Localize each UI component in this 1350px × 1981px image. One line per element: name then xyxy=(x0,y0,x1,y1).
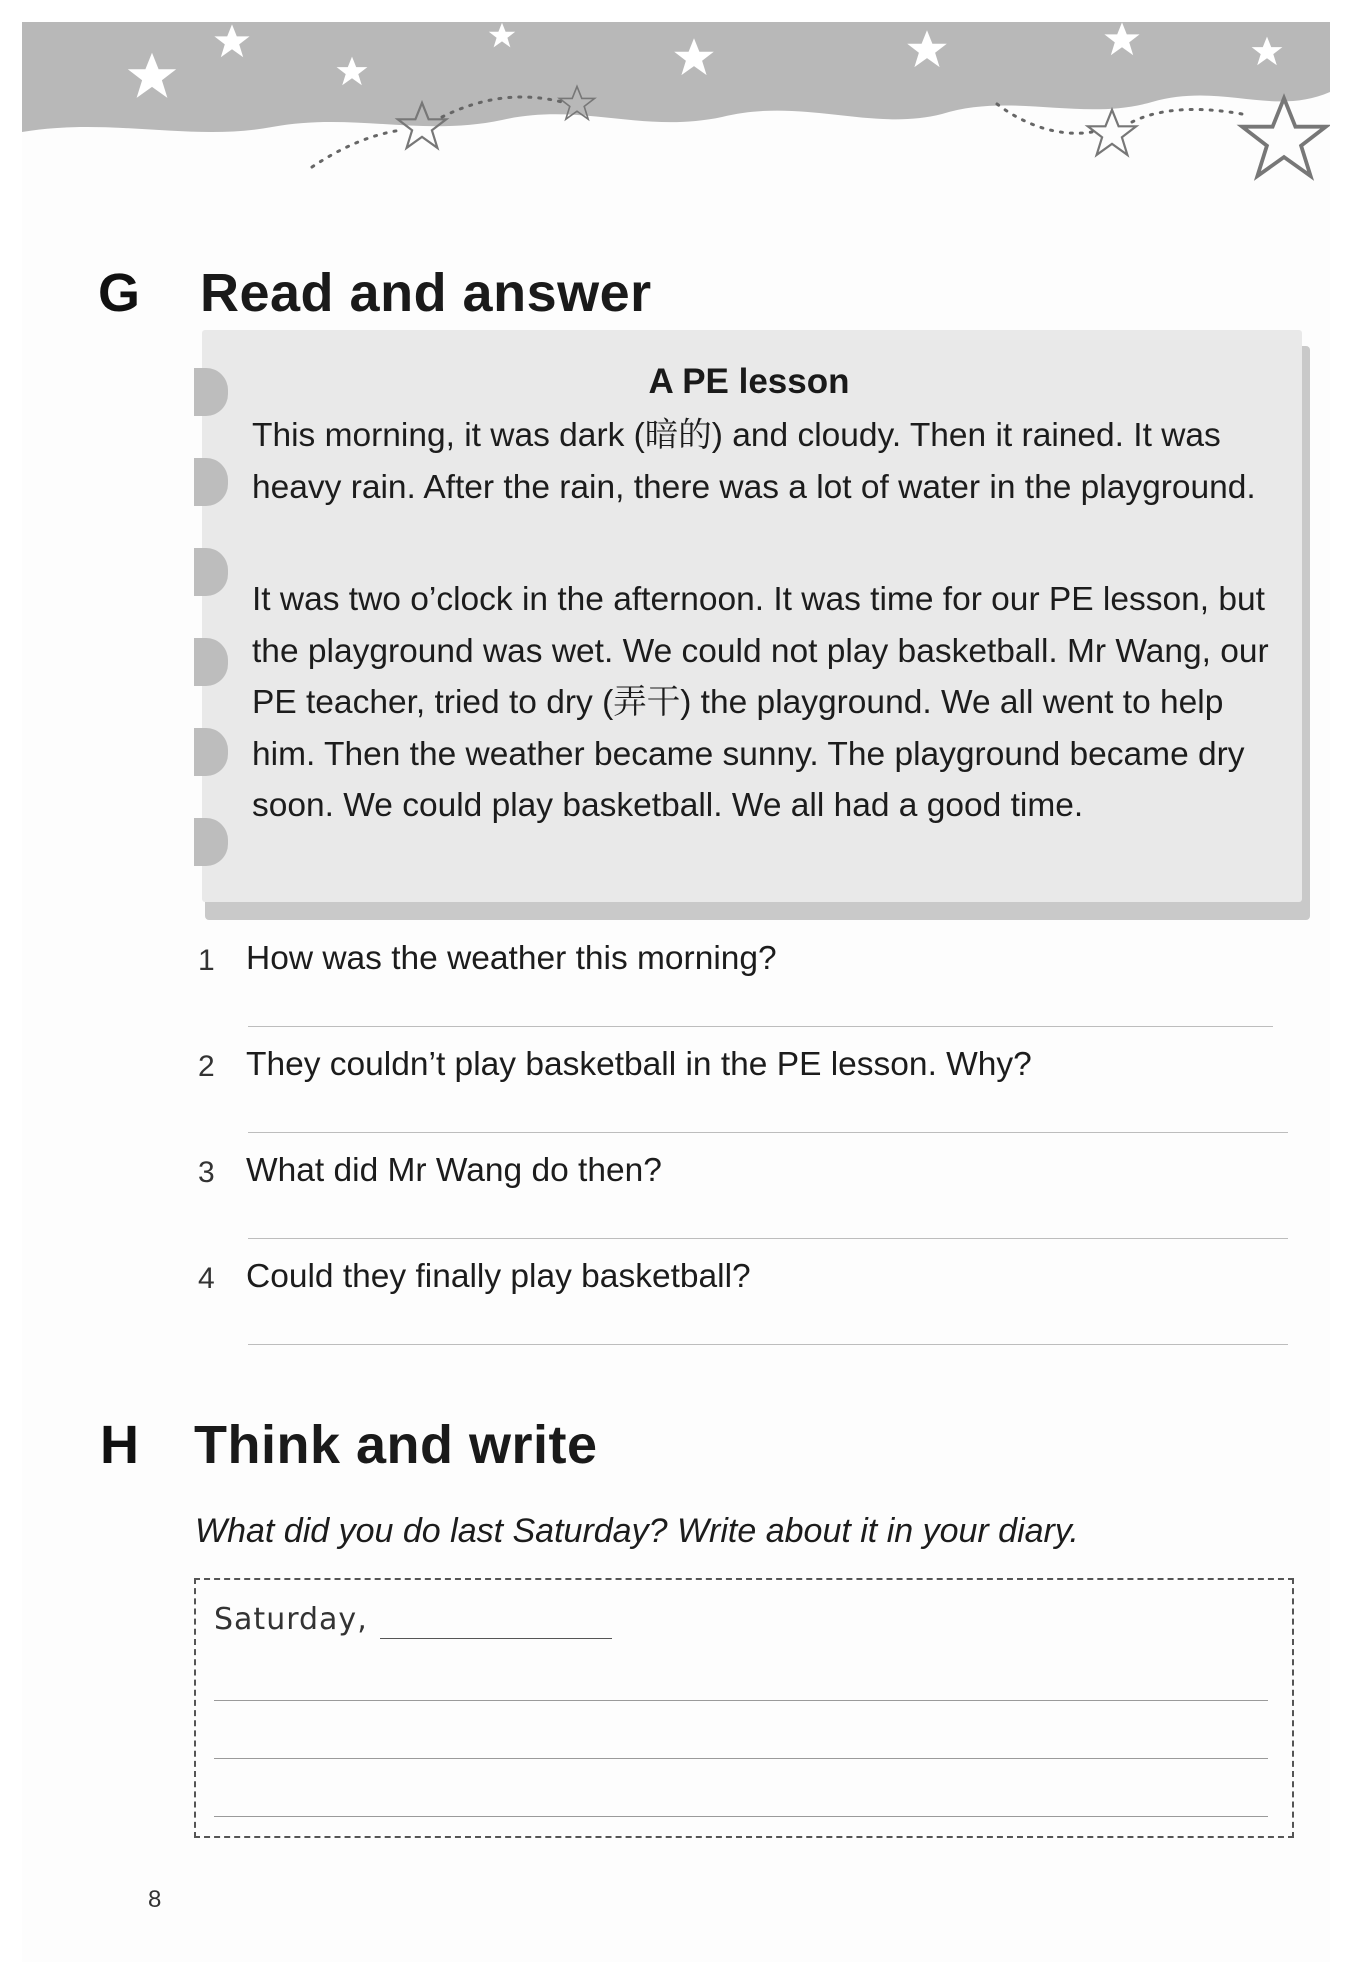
diary-date-label: Saturday, xyxy=(214,1602,368,1637)
answer-line[interactable] xyxy=(248,1132,1288,1133)
card-tab xyxy=(194,728,228,776)
diary-line[interactable] xyxy=(214,1758,1268,1759)
page-number: 8 xyxy=(148,1886,162,1913)
question-text: How was the weather this morning? xyxy=(246,940,777,977)
section-h-title: Think and write xyxy=(194,1415,598,1475)
question-number: 2 xyxy=(198,1050,215,1083)
answer-line[interactable] xyxy=(248,1026,1273,1027)
section-g-title: Read and answer xyxy=(200,263,652,323)
answer-line[interactable] xyxy=(248,1238,1288,1239)
question-text: They couldn’t play basketball in the PE lesson. Why? xyxy=(246,1046,1032,1083)
passage-paragraph-2: It was two o’clock in the afternoon. It was time for our PE lesson, but the playground was wet. We could not play basketball. Mr Wang, our PE teacher, tried to dry (弄干) the playground. We all went to help him. Then the weather became sunny. The playground became dry soon. We could play basketball. We all had a good time. xyxy=(252,581,1269,824)
card-tab xyxy=(194,638,228,686)
star-banner xyxy=(22,22,1330,202)
passage-title: A PE lesson xyxy=(648,362,850,401)
diary-line[interactable] xyxy=(214,1700,1268,1701)
passage-paragraph-1: This morning, it was dark (暗的) and cloudy. Then it rained. It was heavy rain. After the rain, there was a lot of water in the playground. xyxy=(252,417,1256,506)
answer-line[interactable] xyxy=(248,1344,1288,1345)
question-text: Could they finally play basketball? xyxy=(246,1258,751,1295)
diary-box[interactable] xyxy=(194,1578,1294,1838)
card-tab xyxy=(194,548,228,596)
question-number: 3 xyxy=(198,1156,215,1189)
date-line[interactable] xyxy=(380,1638,612,1639)
diary-line[interactable] xyxy=(214,1816,1268,1817)
section-g-letter: G xyxy=(98,263,141,323)
writing-instruction: What did you do last Saturday? Write about it in your diary. xyxy=(195,1512,1079,1550)
section-h-letter: H xyxy=(100,1415,139,1475)
card-tab xyxy=(194,458,228,506)
question-text: What did Mr Wang do then? xyxy=(246,1152,662,1189)
card-tab xyxy=(194,818,228,866)
question-number: 4 xyxy=(198,1262,215,1295)
question-number: 1 xyxy=(198,944,215,977)
